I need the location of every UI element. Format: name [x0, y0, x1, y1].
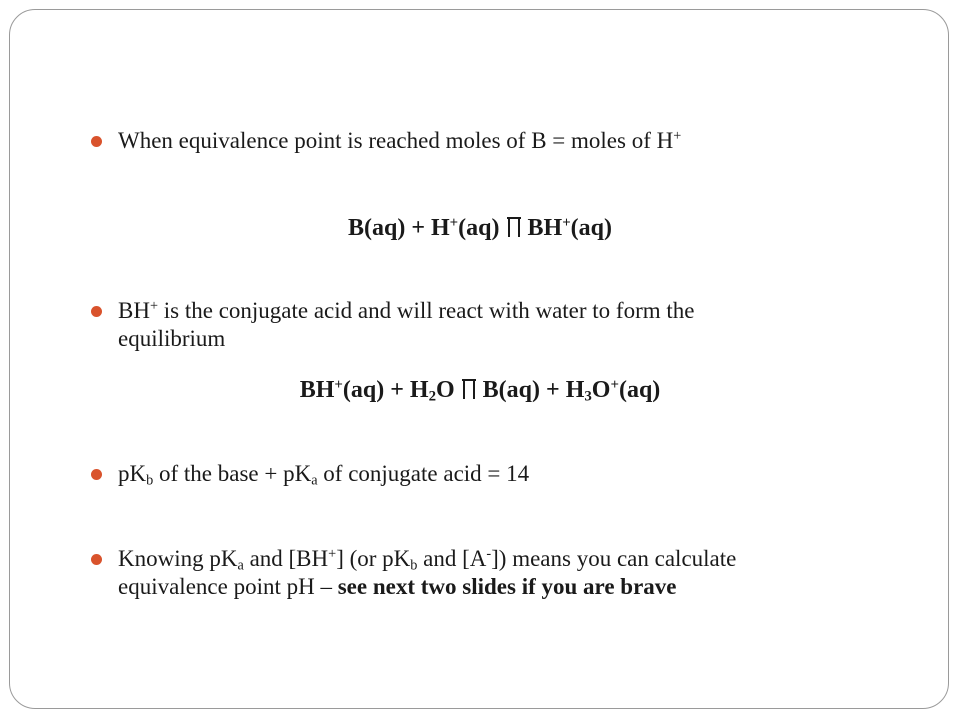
bullet-dot-icon [91, 136, 102, 147]
bullet-dot-icon [91, 554, 102, 565]
bullet-1 [91, 127, 871, 155]
bullet-4 [91, 545, 871, 601]
bullet-1-text: When equivalence point is reached moles of B = moles of H+ [118, 128, 682, 153]
bullet-dot-icon [91, 306, 102, 317]
bullet-3-text: $pK_b$ of the base + $pK_a$ of conjugate acid = 14 [118, 461, 530, 489]
equilibrium-arrow-icon [461, 379, 477, 399]
bullet-dot-icon [91, 469, 102, 480]
equilibrium-arrow-icon [506, 217, 522, 237]
bold-emphasis: see next two slides if you are brave [337, 574, 677, 599]
bullet-3 [91, 460, 871, 488]
equation-1: B(aq) + H+(aq) BH+(aq) [347, 214, 613, 241]
equation-2: $BH^+(aq) + H_2O$ $B(aq) + H_3O^+(aq)$ [299, 376, 661, 405]
bullet-4-text: Knowing $pK_a$ and [BH+] (or $pK_b$ and [A-]) means you can calculate equivalence point pH – see next two slides if you are brave [118, 546, 737, 599]
bullet-2-text: BH+ is the conjugate acid and will react with water to form the equilibrium [118, 298, 695, 351]
bullet-2 [91, 297, 871, 353]
